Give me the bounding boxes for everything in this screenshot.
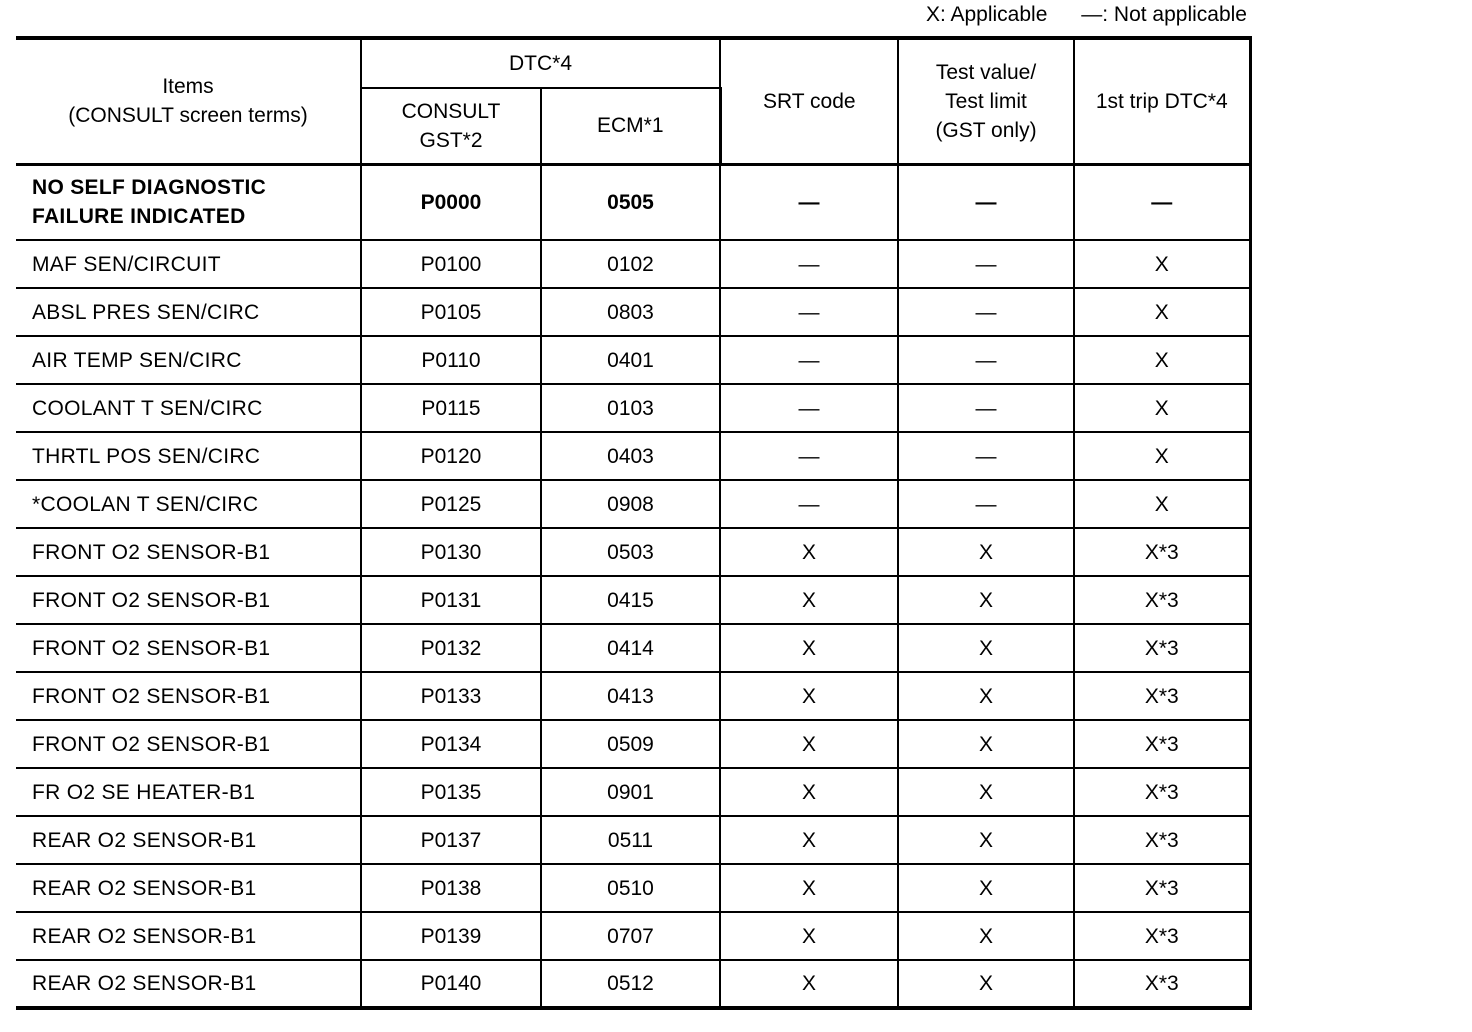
srt-code-cell: X xyxy=(720,576,898,624)
legend-applicable: X: Applicable xyxy=(925,3,1048,26)
header-test-line1: Test value/ xyxy=(935,60,1037,84)
srt-code-cell: — xyxy=(720,288,898,336)
ecm-code-cell: 0403 xyxy=(541,432,720,480)
test-value-cell: — xyxy=(898,240,1074,288)
header-items xyxy=(16,38,361,164)
first-trip-cell: X*3 xyxy=(1074,528,1250,576)
legend-not-applicable: —: Not applicable xyxy=(1081,3,1247,26)
table-row xyxy=(16,288,1250,336)
ecm-code-cell: 0505 xyxy=(541,164,720,240)
consult-code-cell: P0135 xyxy=(361,768,541,816)
srt-code-cell: X xyxy=(720,768,898,816)
table-row xyxy=(16,528,1250,576)
first-trip-cell: X*3 xyxy=(1074,864,1250,912)
item-cell: FRONT O2 SENSOR-B1 xyxy=(16,624,361,672)
ecm-code-cell: 0512 xyxy=(541,960,720,1008)
srt-code-cell: X xyxy=(720,528,898,576)
table-row xyxy=(16,672,1250,720)
consult-code-cell: P0139 xyxy=(361,912,541,960)
srt-code-cell: X xyxy=(720,816,898,864)
consult-code-cell: P0130 xyxy=(361,528,541,576)
first-trip-cell: X xyxy=(1074,432,1250,480)
srt-code-cell: — xyxy=(720,384,898,432)
table-row xyxy=(16,960,1250,1008)
consult-code-cell: P0140 xyxy=(361,960,541,1008)
srt-code-cell: X xyxy=(720,624,898,672)
test-value-cell: — xyxy=(898,480,1074,528)
item-cell: REAR O2 SENSOR-B1 xyxy=(16,912,361,960)
consult-code-cell: P0132 xyxy=(361,624,541,672)
consult-code-cell: P0138 xyxy=(361,864,541,912)
test-value-cell: X xyxy=(898,576,1074,624)
first-trip-cell: X xyxy=(1074,480,1250,528)
header-first-trip-dtc: 1st trip DTC*4 xyxy=(1074,38,1250,164)
consult-code-cell: P0110 xyxy=(361,336,541,384)
ecm-code-cell: 0901 xyxy=(541,768,720,816)
first-trip-cell: — xyxy=(1074,164,1250,240)
consult-code-cell: P0120 xyxy=(361,432,541,480)
first-trip-cell: X*3 xyxy=(1074,816,1250,864)
consult-code-cell: P0125 xyxy=(361,480,541,528)
item-cell: FRONT O2 SENSOR-B1 xyxy=(16,672,361,720)
first-trip-cell: X*3 xyxy=(1074,960,1250,1008)
ecm-code-cell: 0511 xyxy=(541,816,720,864)
item-cell: FR O2 SE HEATER-B1 xyxy=(16,768,361,816)
legend xyxy=(926,3,1247,27)
test-value-cell: — xyxy=(898,384,1074,432)
consult-code-cell: P0137 xyxy=(361,816,541,864)
consult-code-cell: P0000 xyxy=(361,164,541,240)
table-row xyxy=(16,432,1250,480)
header-ecm: ECM*1 xyxy=(541,88,720,164)
header-srt-code: SRT code xyxy=(720,38,898,164)
test-value-cell: X xyxy=(898,720,1074,768)
item-cell: AIR TEMP SEN/CIRC xyxy=(16,336,361,384)
first-trip-cell: X*3 xyxy=(1074,720,1250,768)
ecm-code-cell: 0102 xyxy=(541,240,720,288)
srt-code-cell: — xyxy=(720,336,898,384)
ecm-code-cell: 0908 xyxy=(541,480,720,528)
srt-code-cell: X xyxy=(720,720,898,768)
table-row xyxy=(16,384,1250,432)
test-value-cell: X xyxy=(898,528,1074,576)
table-row xyxy=(16,864,1250,912)
ecm-code-cell: 0509 xyxy=(541,720,720,768)
first-trip-cell: X*3 xyxy=(1074,576,1250,624)
item-line1: NO SELF DIAGNOSTIC xyxy=(32,176,267,200)
table-body xyxy=(16,164,1250,1008)
test-value-cell: — xyxy=(898,432,1074,480)
ecm-code-cell: 0503 xyxy=(541,528,720,576)
test-value-cell: X xyxy=(898,624,1074,672)
item-cell: REAR O2 SENSOR-B1 xyxy=(16,864,361,912)
header-items-line2: (CONSULT screen terms) xyxy=(68,104,308,128)
item-cell: FRONT O2 SENSOR-B1 xyxy=(16,576,361,624)
table-row xyxy=(16,912,1250,960)
consult-code-cell: P0131 xyxy=(361,576,541,624)
header-test-line2: Test limit xyxy=(945,89,1027,113)
item-line2: FAILURE INDICATED xyxy=(32,205,246,229)
test-value-cell: X xyxy=(898,816,1074,864)
table-row xyxy=(16,336,1250,384)
table-row xyxy=(16,768,1250,816)
consult-code-cell: P0105 xyxy=(361,288,541,336)
test-value-cell: — xyxy=(898,336,1074,384)
consult-code-cell: P0115 xyxy=(361,384,541,432)
first-trip-cell: X*3 xyxy=(1074,912,1250,960)
table-row xyxy=(16,720,1250,768)
ecm-code-cell: 0510 xyxy=(541,864,720,912)
ecm-code-cell: 0707 xyxy=(541,912,720,960)
header-consult-line2: GST*2 xyxy=(419,128,483,152)
test-value-cell: — xyxy=(898,288,1074,336)
table-row xyxy=(16,480,1250,528)
header-items-line1: Items xyxy=(162,75,214,99)
item-cell xyxy=(16,164,361,240)
test-value-cell: — xyxy=(898,164,1074,240)
test-value-cell: X xyxy=(898,768,1074,816)
table-row xyxy=(16,240,1250,288)
header-test-value xyxy=(898,38,1074,164)
item-cell: COOLANT T SEN/CIRC xyxy=(16,384,361,432)
ecm-code-cell: 0414 xyxy=(541,624,720,672)
srt-code-cell: — xyxy=(720,432,898,480)
header-test-line3: (GST only) xyxy=(935,118,1037,142)
table-row xyxy=(16,816,1250,864)
srt-code-cell: — xyxy=(720,164,898,240)
consult-code-cell: P0134 xyxy=(361,720,541,768)
ecm-code-cell: 0415 xyxy=(541,576,720,624)
header-consult-gst xyxy=(361,88,541,164)
first-trip-cell: X xyxy=(1074,336,1250,384)
consult-code-cell: P0133 xyxy=(361,672,541,720)
item-cell: FRONT O2 SENSOR-B1 xyxy=(16,528,361,576)
item-cell: THRTL POS SEN/CIRC xyxy=(16,432,361,480)
ecm-code-cell: 0413 xyxy=(541,672,720,720)
first-trip-cell: X xyxy=(1074,384,1250,432)
header-consult-line1: CONSULT xyxy=(401,99,501,123)
item-cell: *COOLAN T SEN/CIRC xyxy=(16,480,361,528)
first-trip-cell: X*3 xyxy=(1074,624,1250,672)
consult-code-cell: P0100 xyxy=(361,240,541,288)
item-cell: FRONT O2 SENSOR-B1 xyxy=(16,720,361,768)
table-row xyxy=(16,576,1250,624)
srt-code-cell: X xyxy=(720,864,898,912)
item-cell: REAR O2 SENSOR-B1 xyxy=(16,960,361,1008)
header-dtc-group: DTC*4 xyxy=(361,38,720,88)
srt-code-cell: — xyxy=(720,480,898,528)
srt-code-cell: X xyxy=(720,672,898,720)
item-cell: MAF SEN/CIRCUIT xyxy=(16,240,361,288)
ecm-code-cell: 0103 xyxy=(541,384,720,432)
first-trip-cell: X*3 xyxy=(1074,672,1250,720)
table-row xyxy=(16,624,1250,672)
ecm-code-cell: 0401 xyxy=(541,336,720,384)
test-value-cell: X xyxy=(898,864,1074,912)
item-cell: REAR O2 SENSOR-B1 xyxy=(16,816,361,864)
table-header xyxy=(16,38,1250,164)
test-value-cell: X xyxy=(898,912,1074,960)
srt-code-cell: X xyxy=(720,960,898,1008)
table-row xyxy=(16,164,1250,240)
test-value-cell: X xyxy=(898,672,1074,720)
first-trip-cell: X*3 xyxy=(1074,768,1250,816)
first-trip-cell: X xyxy=(1074,288,1250,336)
first-trip-cell: X xyxy=(1074,240,1250,288)
dtc-table xyxy=(16,36,1252,1010)
srt-code-cell: X xyxy=(720,912,898,960)
ecm-code-cell: 0803 xyxy=(541,288,720,336)
item-cell: ABSL PRES SEN/CIRC xyxy=(16,288,361,336)
srt-code-cell: — xyxy=(720,240,898,288)
test-value-cell: X xyxy=(898,960,1074,1008)
